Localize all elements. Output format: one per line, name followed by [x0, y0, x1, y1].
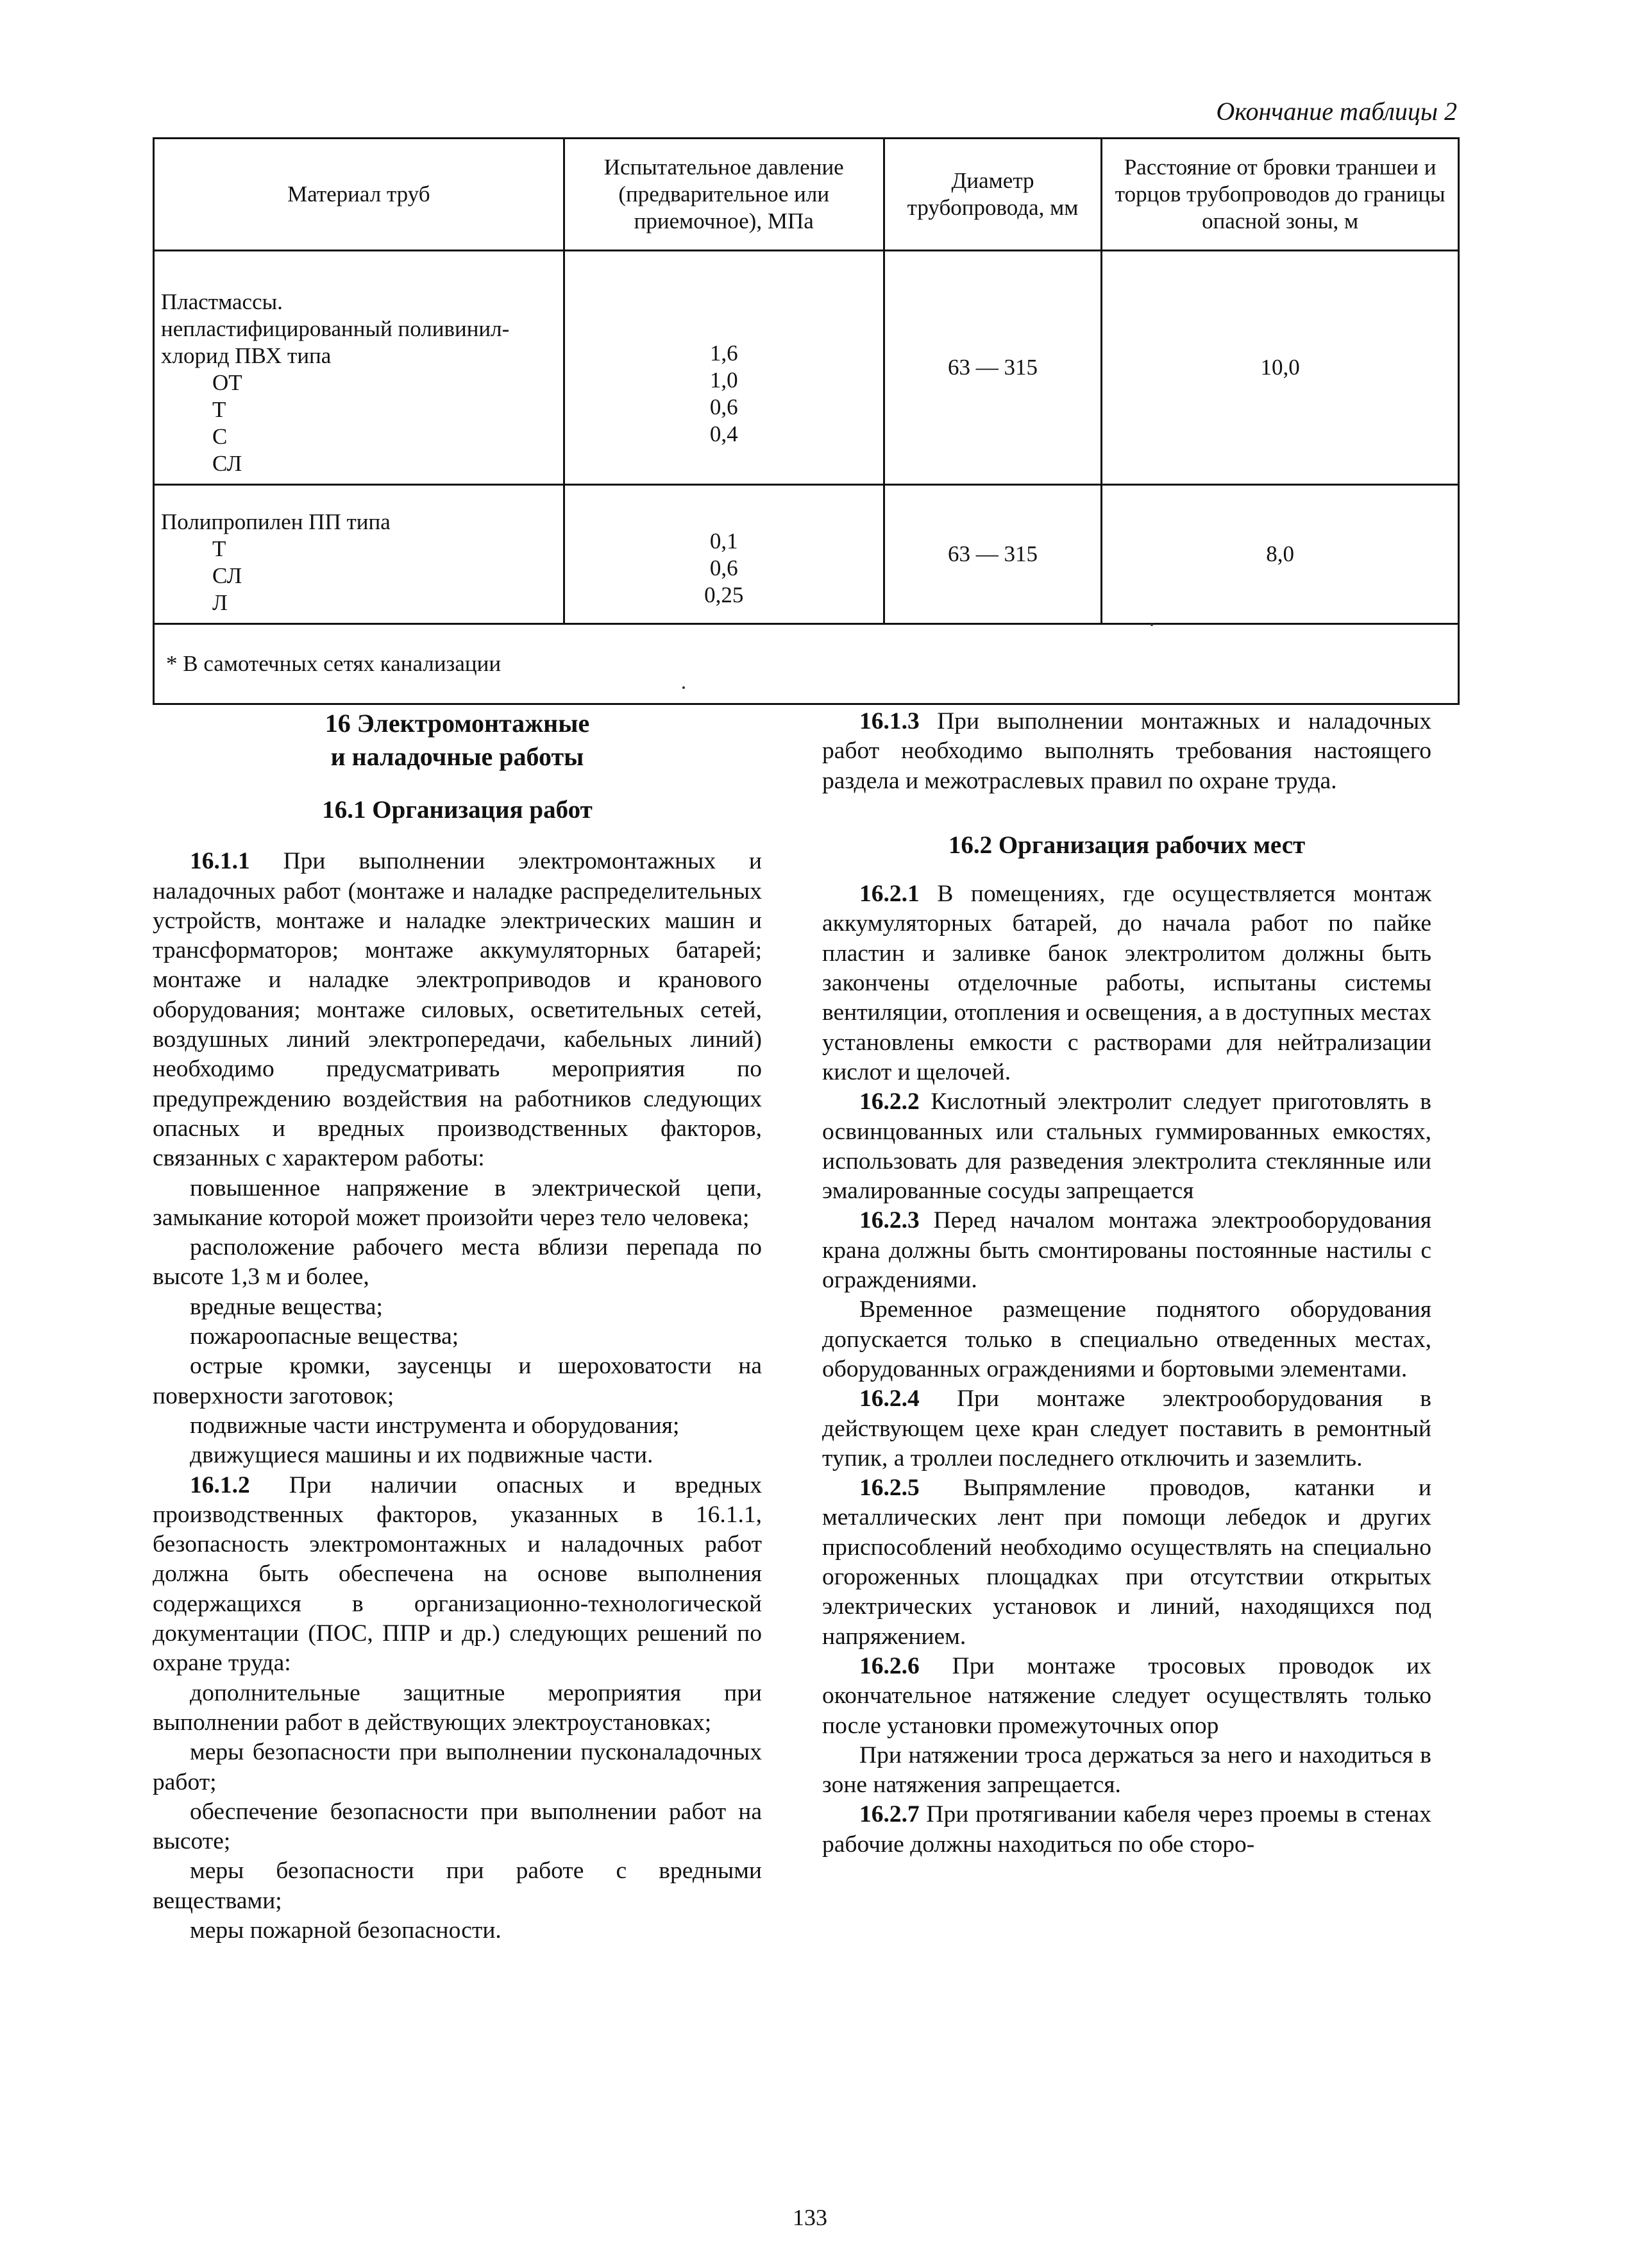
paragraph-16-2-6-cont: При натяжении троса держаться за него и находиться в зоне натяжения запрещается. — [822, 1742, 1431, 1799]
subsection-title-16-2: 16.2 Организация рабочих мест — [948, 831, 1306, 859]
paragraph-16-2-3: 16.2.3 Перед началом монтажа электрооборудования крана должны быть смонтированы постоянные настилы с ограждениями. — [822, 1207, 1431, 1294]
list-item: острые кромки, заусенцы и шероховатости на поверхности заготовок; — [153, 1353, 762, 1409]
row-diameter-pvc: 63 — 315 — [884, 251, 1102, 485]
paragraph-16-2-4: 16.2.4 При монтаже электрооборудования в действующем цехе кран следует поставить в ремонтный тупик, а троллеи последнего отключить и заземлить. — [822, 1386, 1431, 1471]
scan-speck — [682, 686, 685, 689]
page-number: 133 — [793, 2205, 827, 2230]
row-distance-pp: 8,0 — [1102, 485, 1459, 624]
table-row — [154, 485, 1459, 624]
paragraph-16-1-1: 16.1.1 При выполнении электромонтажных и наладочных работ (монтаже и наладке распределительных устройств, монтаже и наладке электрических машин и трансформаторов; монтаже аккумуляторных батарей; монтаже и наладке электроприводов и кранового оборудования; монтаже силовых, осветительных сетей, воздушных линий электропередачи, кабельных линий) необходимо предусматривать мероприятия по предупреждению воздействия на работников следующих опасных и вредных производственных факторов, связанных с характером работы: — [153, 848, 762, 1172]
row-pressure-pvc: 1,6 1,0 0,6 0,4 — [564, 251, 884, 485]
pipe-test-table — [153, 137, 1460, 705]
row-material-pp: Полипропилен ПП типа Т СЛ Л — [154, 485, 564, 624]
table-row — [154, 251, 1459, 485]
list-item: подвижные части инструмента и оборудования; — [190, 1412, 680, 1439]
header-distance: Расстояние от бровки траншеи и торцов трубопроводов до границы опасной зоны, м — [1102, 139, 1459, 251]
row-distance-pvc: 10,0 — [1102, 251, 1459, 485]
table-header-row — [154, 139, 1459, 251]
list-item: пожароопасные вещества; — [190, 1323, 459, 1350]
right-column — [822, 707, 1431, 1860]
paragraph-16-2-1: 16.2.1 В помещениях, где осуществляется монтаж аккумуляторных батарей, до начала работ по пайке пластин и заливке банок электролитом должны быть закончены отделочные работы, испытаны системы вентиляции, отопления и освещения, а в доступных местах установлены емкости с растворами для нейтрализации кислот и щелочей. — [822, 881, 1431, 1085]
list-item: меры безопасности при работе с вредными веществами; — [153, 1858, 762, 1914]
paragraph-16-2-7: 16.2.7 При протягивании кабеля через проемы в стенах рабочие должны находиться по обе сторо- — [822, 1801, 1431, 1858]
row-material-pvc: Пластмассы. непластифицированный поливинил- хлорид ПВХ типа ОТ Т С СЛ — [154, 251, 564, 485]
section-title: 16 Электромонтажные и наладочные работы — [324, 709, 590, 771]
header-diameter: Диаметр трубопровода, мм — [884, 139, 1102, 251]
paragraph-16-1-2: 16.1.2 При наличии опасных и вредных производственных факторов, указанных в 16.1.1, безопасность электромонтажных и наладочных работ должна быть обеспечена на основе выполнения содержащихся в организационно-технологической документации (ПОС, ППР и др.) следующих решений по охране труда: — [153, 1471, 762, 1677]
header-pressure: Испытательное давление (предварительное или приемочное), МПа — [564, 139, 884, 251]
paragraph-16-1-3: 16.1.3 При выполнении монтажных и наладочных работ необходимо выполнять требования настоящего раздела и межотраслевых правил по охране труда. — [822, 708, 1431, 794]
scan-speck — [1150, 623, 1153, 626]
list-item: меры безопасности при выполнении пусконаладочных работ; — [153, 1739, 762, 1795]
paragraph-16-2-2: 16.2.2 Кислотный электролит следует приготовлять в освинцованных или стальных гуммированных емкостях, использовать для разведения электролита стеклянные или эмалированные сосуды запрещается — [822, 1089, 1431, 1205]
header-material: Материал труб — [154, 139, 564, 251]
row-pressure-pp: 0,1 0,6 0,25 — [564, 485, 884, 624]
paragraph-16-2-3-cont: Временное размещение поднятого оборудования допускается только в специально отведенных местах, оборудованных ограждениями и бортовыми элементами. — [822, 1296, 1431, 1382]
paragraph-16-2-6: 16.2.6 При монтаже тросовых проводок их окончательное натяжение следует осуществлять только после установки промежуточных опор — [822, 1652, 1431, 1739]
list-item: расположение рабочего места вблизи перепада по высоте 1,3 м и более, — [153, 1234, 762, 1291]
list-item: меры пожарной безопасности. — [190, 1917, 501, 1944]
paragraph-16-2-5: 16.2.5 Выпрямление проводов, катанки и металлических лент при помощи лебедок и других приспособлений необходимо осуществлять на специально огороженных площадках при отсутствии открытых электрических установок и линий, находящихся под напряжением. — [822, 1475, 1431, 1650]
table-footnote: * В самотечных сетях канализации — [154, 624, 1459, 704]
list-item: повышенное напряжение в электрической цепи, замыкание которой может произойти через тело человека; — [153, 1174, 762, 1231]
left-column — [153, 707, 762, 1945]
list-item: обеспечение безопасности при выполнении работ на высоте; — [153, 1798, 762, 1855]
list-item: движущиеся машины и их подвижные части. — [190, 1442, 653, 1469]
table-footnote-row — [154, 624, 1459, 704]
subsection-title-16-1: 16.1 Организация работ — [322, 796, 593, 824]
table-caption: Окончание таблицы 2 — [1216, 97, 1457, 126]
list-item: дополнительные защитные мероприятия при выполнении работ в действующих электроустановках; — [153, 1679, 762, 1736]
row-diameter-pp: 63 — 315 — [884, 485, 1102, 624]
list-item: вредные вещества; — [190, 1293, 383, 1320]
